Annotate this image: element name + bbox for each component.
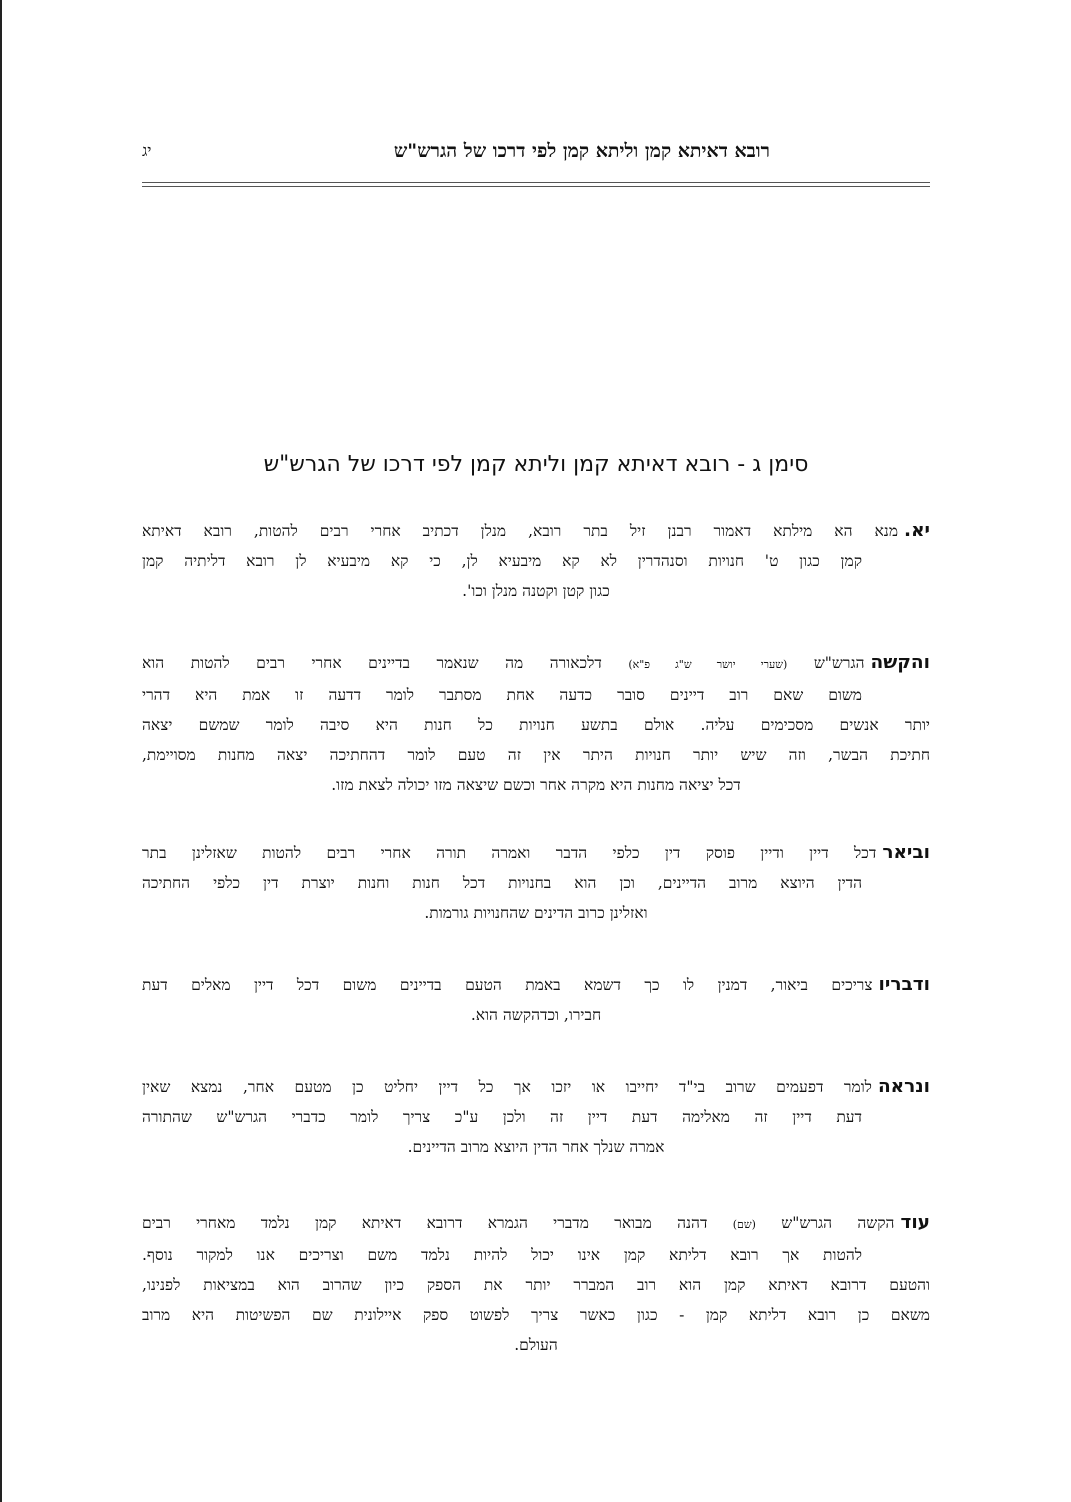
paragraph-2: [142, 648, 930, 800]
paragraph-line: להטות אך רובא דליתא קמן אינו יכול להיות נלמד משם וצריכים אנו למקור נוסף.: [142, 1246, 862, 1264]
paragraph-lead: ודבריו: [878, 974, 930, 995]
header-rule-bottom: [142, 186, 930, 187]
source-reference: (שערי יושר ש"ג פ"א): [628, 658, 788, 671]
chapter-title: סימן ג - רובא דאיתא קמן וליתא קמן לפי דרכו של הגרש"ש: [263, 452, 809, 477]
paragraph-line: כגון קטן וקטנה מנלן וכו'.: [462, 582, 610, 600]
paragraph-3: [142, 838, 930, 928]
paragraph-line: יא.מנא הא מילתא דאמור רבנן זיל בתר רובא, מנלן דכתיב אחרי רבים להטות, רובא דאיתא: [142, 520, 930, 541]
paragraph-line: חתיכת הבשר, וזה שיש יותר חנויות היתר אין זה טעם לומר דהחתיכה יצאה מחנות מסויימת,: [142, 746, 930, 764]
paragraph-lead: עוד: [900, 1212, 930, 1233]
paragraph-line: ונראהלומר דפעמים שרוב בי"ד יחייבו או יזכו אך כל דיין יחליט כן מטעם אחר, נמצא שאין: [142, 1076, 930, 1097]
paragraph-line: חבירו, וכדהקשה הוא.: [470, 1006, 602, 1024]
paragraph-line: וביארדכל דיין ודיין פוסק דין כלפי הדבר ואמרה תורה אחרי רבים להטות שאזלינן בתר: [142, 842, 930, 863]
paragraph-line: משום שאם רוב דיינים סובר כדעה אחת מסתבר לומר דדעה זו אמת היא דהרי: [142, 686, 862, 704]
paragraph-line: יותר אנשים מסכימים עליה. אולם בתשע חנויות כל חנות היא סיבה לומר שמשם יצאה: [142, 716, 930, 734]
paragraph-lead: יא.: [904, 520, 930, 541]
paragraph-line: והטעם דרובא דאיתא קמן הוא רוב המברר יותר את הספק כיון שהרוב הוא במציאות לפנינו,: [142, 1276, 930, 1294]
paragraph-line: העולם.: [514, 1336, 558, 1354]
paragraph-4: [142, 970, 930, 1030]
paragraph-5: [142, 1072, 930, 1162]
paragraph-line: משאם כן רובא דליתא קמן - כגון כאשר צריך לפשוט ספק איילונית שם הפשיטות היא מרוב: [142, 1306, 930, 1324]
paragraph-lead: ונראה: [877, 1076, 930, 1097]
source-reference: (שם): [732, 1218, 756, 1231]
running-header: [142, 140, 930, 164]
paragraph-6: [142, 1208, 930, 1360]
page-edge: [0, 0, 2, 1502]
paragraph-line: עודהקשה הגרש"ש (שם) דהנה מבואר מדברי הגמרא דרובא דאיתא קמן נלמד מאחרי רבים: [142, 1212, 930, 1233]
paragraph-line: אמרה שנלך אחר הדין היוצא מרוב הדיינים.: [407, 1138, 665, 1156]
page-number: יג: [142, 141, 152, 160]
header-rule-top: [142, 182, 930, 183]
paragraph-line: ואזלינן כרוב הדינים שהחנויות גורמות.: [424, 904, 648, 922]
paragraph-line: ודבריוצריכים ביאור, דמנין לו כך דשמא באמת הטעם בדיינים משום דכל דיין מאלים דעת: [142, 974, 930, 995]
paragraph-line: דכל יציאה מחנות היא מקרה אחר וכשם שיצאה מזו יכולה לצאת מזו.: [331, 776, 741, 794]
paragraph-line: הדין היוצא מרוב הדיינים, וכן הוא בחנויות דכל חנות וחנות יוצרת דין כלפי החתיכה: [142, 874, 862, 892]
paragraph-line: דעת דיין זה מאלימה דעת דיין זה ולכן ע"כ צריך לומר כדברי הגרש"ש שהתורה: [142, 1108, 862, 1126]
running-title: רובא דאיתא קמן וליתא קמן לפי דרכו של הגרש"ש: [393, 140, 770, 162]
paragraph-1: [142, 516, 930, 606]
paragraph-lead: והקשה: [870, 652, 930, 673]
paragraph-lead: וביאר: [882, 842, 930, 863]
paragraph-line: והקשההגרש"ש (שערי יושר ש"ג פ"א) דלכאורה מה שנאמר בדיינים אחרי רבים להטות הוא: [142, 652, 930, 673]
paragraph-line: קמן כגון ט' חנויות וסנהדרין לא קא מיבעיא לן, כי קא מיבעיא לן רובא דליתיה קמן: [142, 552, 862, 570]
